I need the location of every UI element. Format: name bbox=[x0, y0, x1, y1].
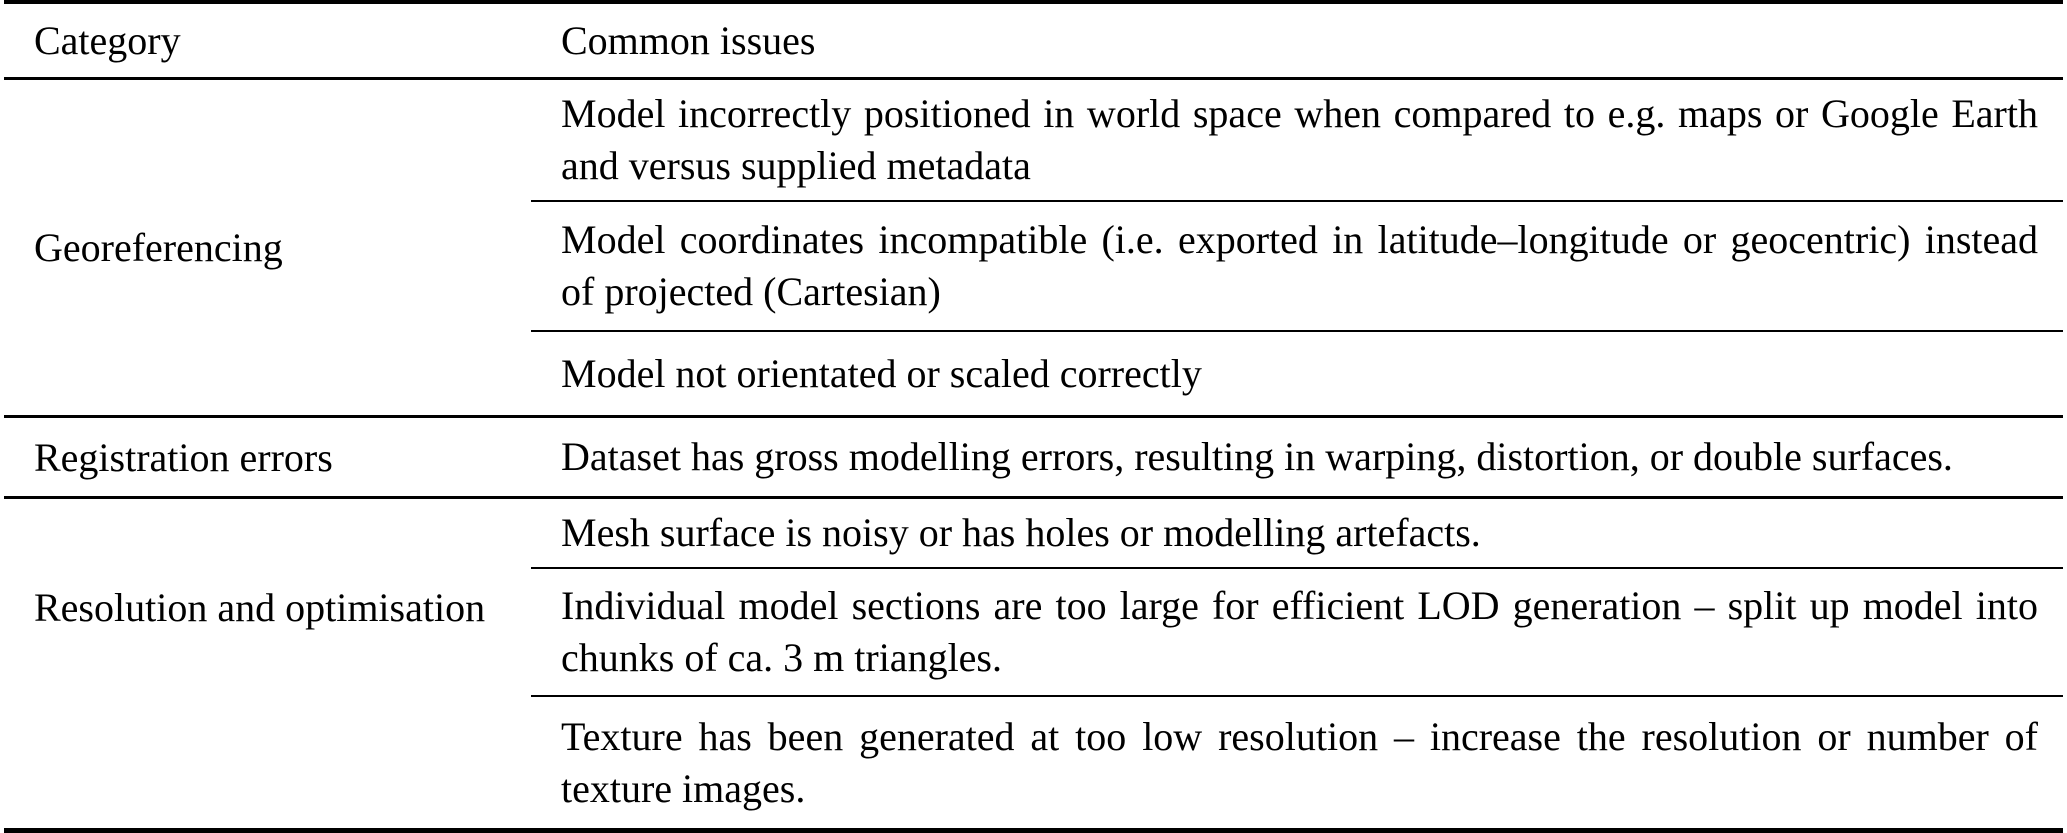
column-header-common-issues: Common issues bbox=[561, 18, 816, 63]
issue-line: Model incorrectly positioned in world space when compared to e.g. maps or Google Earth bbox=[561, 91, 2038, 136]
category-cell bbox=[4, 499, 531, 828]
issue-line: Individual model sections are too large for efficient LOD generation – split up model into bbox=[561, 583, 2038, 628]
issue-row bbox=[531, 330, 2063, 415]
issues-column bbox=[531, 418, 2063, 496]
issue-line: Texture has been generated at too low resolution – increase the resolution or number of bbox=[561, 713, 2038, 759]
category-cell bbox=[4, 418, 531, 496]
issue-row bbox=[531, 80, 2063, 200]
section-resolution-and-optimisation bbox=[4, 499, 2063, 828]
section-georeferencing bbox=[4, 80, 2063, 418]
category-label-registration-errors: Registration errors bbox=[34, 434, 333, 480]
column-header-category: Category bbox=[34, 18, 181, 63]
issue-line: Model coordinates incompatible (i.e. exported in latitude–longitude or geocentric) instead bbox=[561, 217, 2038, 262]
issue-row bbox=[531, 200, 2063, 330]
issue-line: texture images. bbox=[561, 765, 806, 811]
issue-line: Mesh surface is noisy or has holes or modelling artefacts. bbox=[561, 510, 1481, 555]
issue-row bbox=[531, 499, 2063, 567]
issue-line: Model not orientated or scaled correctly bbox=[561, 350, 1202, 396]
category-label-resolution-and-optimisation: Resolution and optimisation bbox=[34, 585, 486, 630]
category-label-georeferencing: Georeferencing bbox=[34, 225, 283, 270]
issue-line: and versus supplied metadata bbox=[561, 143, 1031, 188]
issue-row bbox=[531, 418, 2063, 496]
issue-line: Dataset has gross modelling errors, resulting in warping, distortion, or double surfaces. bbox=[561, 434, 1953, 479]
common-issues-table bbox=[4, 0, 2063, 833]
issue-line: chunks of ca. 3 m triangles. bbox=[561, 635, 1002, 680]
issues-column bbox=[531, 80, 2063, 415]
issues-column bbox=[531, 499, 2063, 828]
issue-line: of projected (Cartesian) bbox=[561, 269, 941, 314]
issue-row bbox=[531, 567, 2063, 695]
issue-row bbox=[531, 695, 2063, 828]
table-header-row bbox=[4, 4, 2063, 80]
category-cell bbox=[4, 80, 531, 415]
section-registration-errors bbox=[4, 418, 2063, 499]
